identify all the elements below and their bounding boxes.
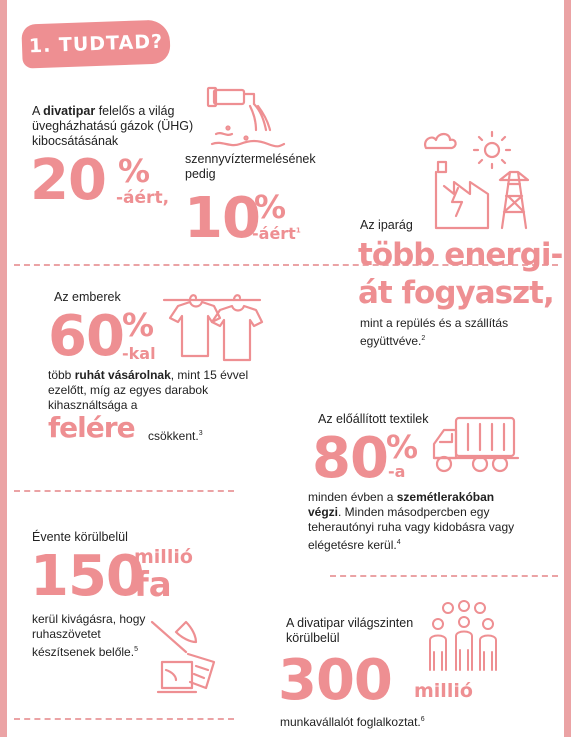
- trees-unit-tree: fa: [134, 565, 172, 605]
- workers-body: [280, 712, 425, 730]
- left-frame-border: [0, 0, 7, 737]
- workers-value: 300: [278, 648, 392, 713]
- ghg-intro: [32, 104, 202, 149]
- clothes-suffix: -kal: [122, 344, 156, 363]
- workers-ref: 6: [420, 716, 425, 723]
- tshirts-icon: [164, 290, 264, 365]
- clothes-body: [48, 368, 268, 413]
- divider: [14, 490, 234, 492]
- textile-body: [308, 490, 528, 553]
- textile-body-post: . Minden másodpercben egy teherautónyi ruha vagy kidobásra vagy elégetésre kerül.: [308, 505, 515, 552]
- energy-ref: 2: [421, 335, 426, 342]
- energy-intro: Az iparág: [360, 218, 413, 232]
- textile-intro: Az előállított textilek: [318, 412, 429, 426]
- factory-energy-icon: [422, 128, 537, 233]
- trees-body-text: kerül kivágásra, hogy ruhaszövetet készítsenek belőle.: [32, 612, 146, 659]
- ghg-intro-pre: A: [32, 104, 44, 118]
- water-intro: szennyvíztermelésének pedig: [185, 152, 316, 181]
- workers-body-text: munkavállalót foglalkoztat.: [280, 715, 421, 729]
- workers-intro: A divatipar világszinten körülbelül: [286, 616, 414, 645]
- energy-tail-text: mint a repülés és a szállítás együttvéve.: [360, 316, 509, 348]
- factory-pipe-icon: [206, 84, 286, 156]
- badge-label: 1. TUDTAD?: [28, 30, 164, 58]
- clothes-intro: Az emberek: [54, 290, 121, 304]
- energy-tail: [360, 316, 540, 349]
- trees-unit-million: millió: [134, 546, 193, 568]
- trees-value: 150: [30, 544, 144, 609]
- ghg-percent-value: 20: [30, 148, 106, 213]
- ghg-intro-bold: divatipar: [43, 104, 96, 118]
- clothes-highlight: felére: [48, 411, 135, 444]
- trees-intro: Évente körülbelül: [32, 530, 128, 544]
- clothes-percent-value: 60: [48, 304, 124, 369]
- divider: [14, 718, 234, 720]
- clothes-tail: [148, 426, 203, 444]
- right-frame-border: [564, 0, 571, 737]
- axe-stump-icon: [148, 614, 224, 700]
- ghg-intro-post: felelős a világ üvegházhatású gázok (ÜHG) kibocsátásának: [32, 104, 194, 148]
- divider: [330, 575, 558, 577]
- ghg-percent-sign: %: [118, 152, 150, 190]
- energy-line1: több energi-: [358, 237, 563, 273]
- clothes-body-pre: több: [48, 368, 75, 382]
- textile-body-pre: minden évben a: [308, 490, 397, 504]
- clothes-body-post: , mint 15 évvel ezelőtt, míg az egyes darabok kihasználtsága a: [48, 368, 249, 412]
- energy-line2: át fogyaszt,: [358, 275, 554, 311]
- textile-percent-value: 80: [312, 426, 388, 491]
- water-suffix: [252, 224, 301, 243]
- trees-ref: 5: [134, 646, 138, 653]
- clothes-ref: 3: [198, 430, 203, 437]
- textile-ref: 4: [396, 539, 401, 546]
- ghg-suffix: -áért,: [116, 188, 170, 208]
- water-ref: 1: [295, 226, 301, 235]
- textile-body-bold: szemétlerakóban végzi: [308, 490, 495, 519]
- clothes-tail-text: csökkent.: [148, 429, 199, 443]
- clothes-body-bold: ruhát vásárolnak: [74, 368, 171, 382]
- water-percent-sign: %: [254, 188, 286, 226]
- title-badge: [21, 19, 170, 68]
- textile-suffix: -a: [388, 462, 406, 481]
- garbage-truck-icon: [430, 412, 520, 476]
- clothes-percent-sign: %: [122, 306, 154, 344]
- workers-unit: millió: [414, 680, 473, 702]
- water-percent-value: 10: [184, 186, 260, 251]
- water-suffix-text: -áért: [252, 224, 296, 243]
- trees-body: [32, 612, 152, 660]
- textile-percent-sign: %: [386, 428, 418, 466]
- workers-icon: [426, 600, 502, 672]
